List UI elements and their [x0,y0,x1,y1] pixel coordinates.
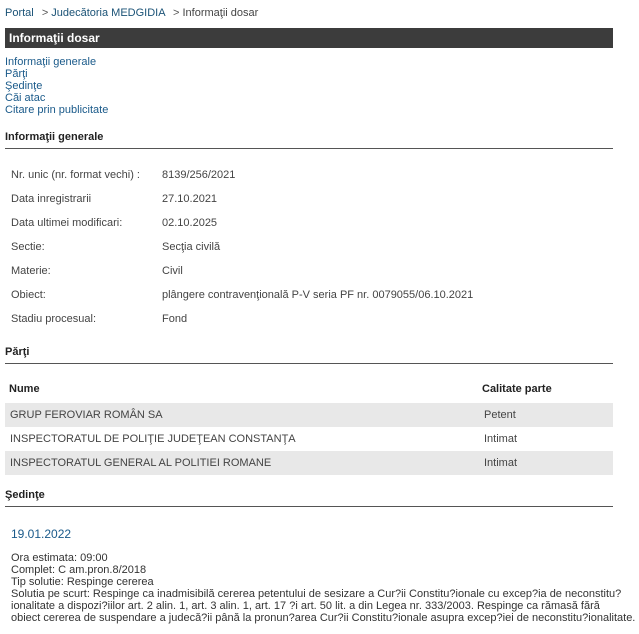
table-row [5,427,613,451]
nav-link-citare[interactable]: Citare prin publicitate [5,104,109,116]
info-label: Data inregistrarii [11,193,92,205]
info-label: Materie: [11,265,51,277]
info-label: Nr. unic (nr. format vechi) : [11,169,140,181]
info-label: Obiect: [11,289,46,301]
info-value: Civil [162,265,183,277]
nav-link-informatii-generale[interactable]: Informaţii generale [5,56,97,68]
info-label: Sectie: [11,241,45,253]
breadcrumb [5,7,258,19]
info-value: plângere contravenţională P-V seria PF nr. 0079055/06.10.2021 [162,289,474,301]
page-title: Informaţii dosar [5,28,613,48]
party-name: INSPECTORATUL DE POLIŢIE JUDEŢEAN CONSTANŢA [10,433,296,445]
info-value: Secţia civilă [162,241,221,253]
column-header-nume: Nume [9,383,40,395]
party-name: GRUP FEROVIAR ROMÂN SA [10,409,163,421]
table-row [5,451,613,475]
section-title-sedinte: Şedinţe [5,489,613,507]
info-label: Data ultimei modificari: [11,217,123,229]
info-value: 02.10.2025 [162,217,218,229]
sedinta-complet: Complet: C am.pron.8/2018 [11,564,147,576]
info-value: Fond [162,313,188,325]
sedinta-tip-solutie: Tip solutie: Respinge cererea [11,576,154,588]
column-header-calitate: Calitate parte [482,383,552,395]
sedinta-solutie-line: obiect cererea de suspendare a judecă?ii până la pronun?area Cur?ii Constitu?ionale asupra excep?iei de neconstitu?ionalitate. [11,612,636,624]
sedinta-ora: Ora estimata: 09:00 [11,552,108,564]
info-value: 27.10.2021 [162,193,218,205]
nav-link-cai-atac[interactable]: Căi atac [5,92,46,104]
breadcrumb-current: Informaţii dosar [182,7,259,19]
nav-link-parti[interactable]: Părţi [5,68,28,80]
breadcrumb-link-portal[interactable]: Portal [5,7,34,19]
breadcrumb-link-judecatoria[interactable]: Judecătoria MEDGIDIA [51,7,165,19]
sedinta-solutie-line: ionalitate a dispozi?iilor art. 2 alin. 1, art. 3 alin. 1, art. 17 ?i art. 50 lit. a din Legea nr. 333/2003. Respinge ca rămasă fără [11,600,600,612]
section-nav [5,56,108,116]
party-name: INSPECTORATUL GENERAL AL POLITIEI ROMANE [10,457,272,469]
party-role: Petent [484,409,516,421]
info-label: Stadiu procesual: [11,313,96,325]
sedinta-date: 19.01.2022 [11,527,72,541]
sedinta-solutie-line: Solutia pe scurt: Respinge ca inadmisibilă cererea petentului de sesizare a Cur?ii Constitu?ionale cu excep?ia de neconstitu? [11,588,622,600]
section-title-parti: Părţi [5,346,613,364]
nav-link-sedinte[interactable]: Şedinţe [5,80,43,92]
info-value: 8139/256/2021 [162,169,236,181]
breadcrumb-separator: > [173,7,180,19]
party-role: Intimat [484,433,518,445]
section-title-informatii-generale: Informaţii generale [5,131,613,149]
sedinta-details [11,552,636,624]
table-row [5,403,613,427]
party-role: Intimat [484,457,518,469]
breadcrumb-separator: > [41,7,49,19]
